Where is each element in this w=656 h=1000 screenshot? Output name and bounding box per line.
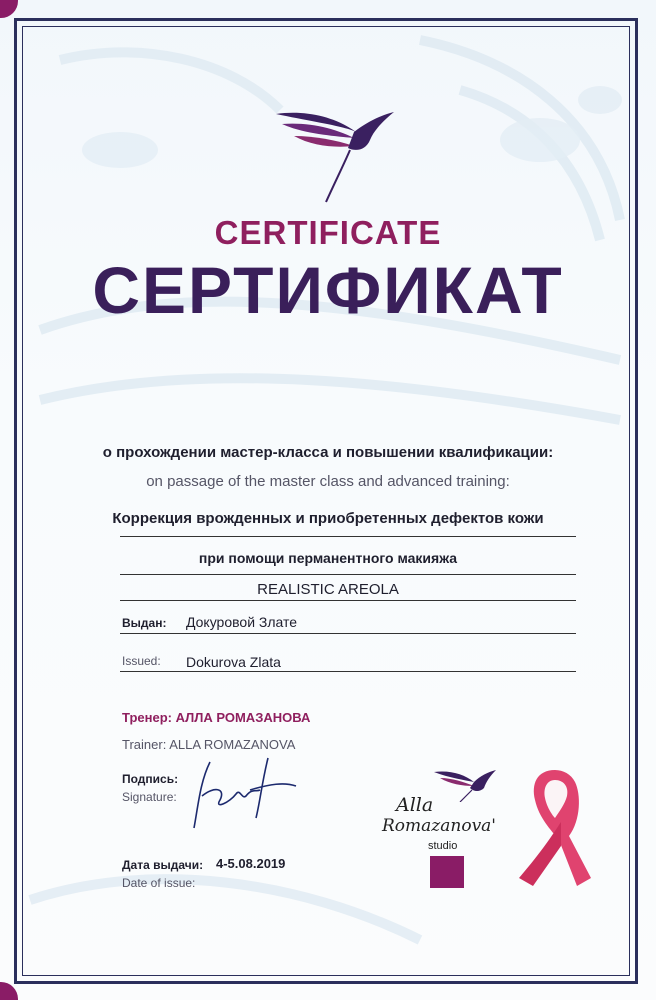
trainer-english: Trainer: ALLA ROMAZANOVA [122, 737, 296, 752]
logo-name-first: Alla [396, 794, 434, 816]
signature-label-russian: Подпись: [122, 772, 179, 786]
issued-label-english: Issued: [122, 654, 161, 668]
studio-logo [378, 764, 518, 894]
issued-label-russian: Выдан: [122, 616, 167, 630]
date-value: 4-5.08.2019 [216, 856, 286, 871]
issued-value-russian: Докуровой Злате [186, 614, 298, 630]
subtitle-russian: о прохождении мастер-класса и повышении квалификации: [102, 444, 554, 461]
subtitle-english: on passage of the master class and advanced training: [146, 473, 510, 490]
underline [120, 536, 576, 537]
hummingbird-small-icon [434, 768, 496, 802]
issued-value-english: Dokurova Zlata [186, 654, 281, 670]
date-label-english: Date of issue: [122, 876, 196, 890]
date-label-russian: Дата выдачи: [122, 858, 204, 872]
pink-ribbon-icon [515, 766, 595, 890]
course-line-2: при помощи перманентного макияжа [198, 550, 458, 566]
underline [120, 633, 576, 634]
logo-studio-text: studio [428, 840, 458, 852]
logo-emblem [430, 856, 464, 888]
signature-scribble [180, 752, 300, 832]
title-russian: СЕРТИФИКАТ [92, 253, 564, 327]
logo-name-last: Romazanova' [382, 816, 496, 836]
title-english: CERTIFICATE [214, 214, 442, 251]
trainer-russian: Тренер: АЛЛА РОМАЗАНОВА [122, 710, 311, 725]
underline [120, 600, 576, 601]
signature-label-english: Signature: [122, 790, 177, 804]
underline [120, 574, 576, 575]
hummingbird-icon [274, 106, 404, 206]
course-line-1: Коррекция врожденных и приобретенных дефектов кожи [112, 510, 544, 527]
course-line-3: REALISTIC AREOLA [257, 581, 399, 598]
underline [120, 671, 576, 672]
